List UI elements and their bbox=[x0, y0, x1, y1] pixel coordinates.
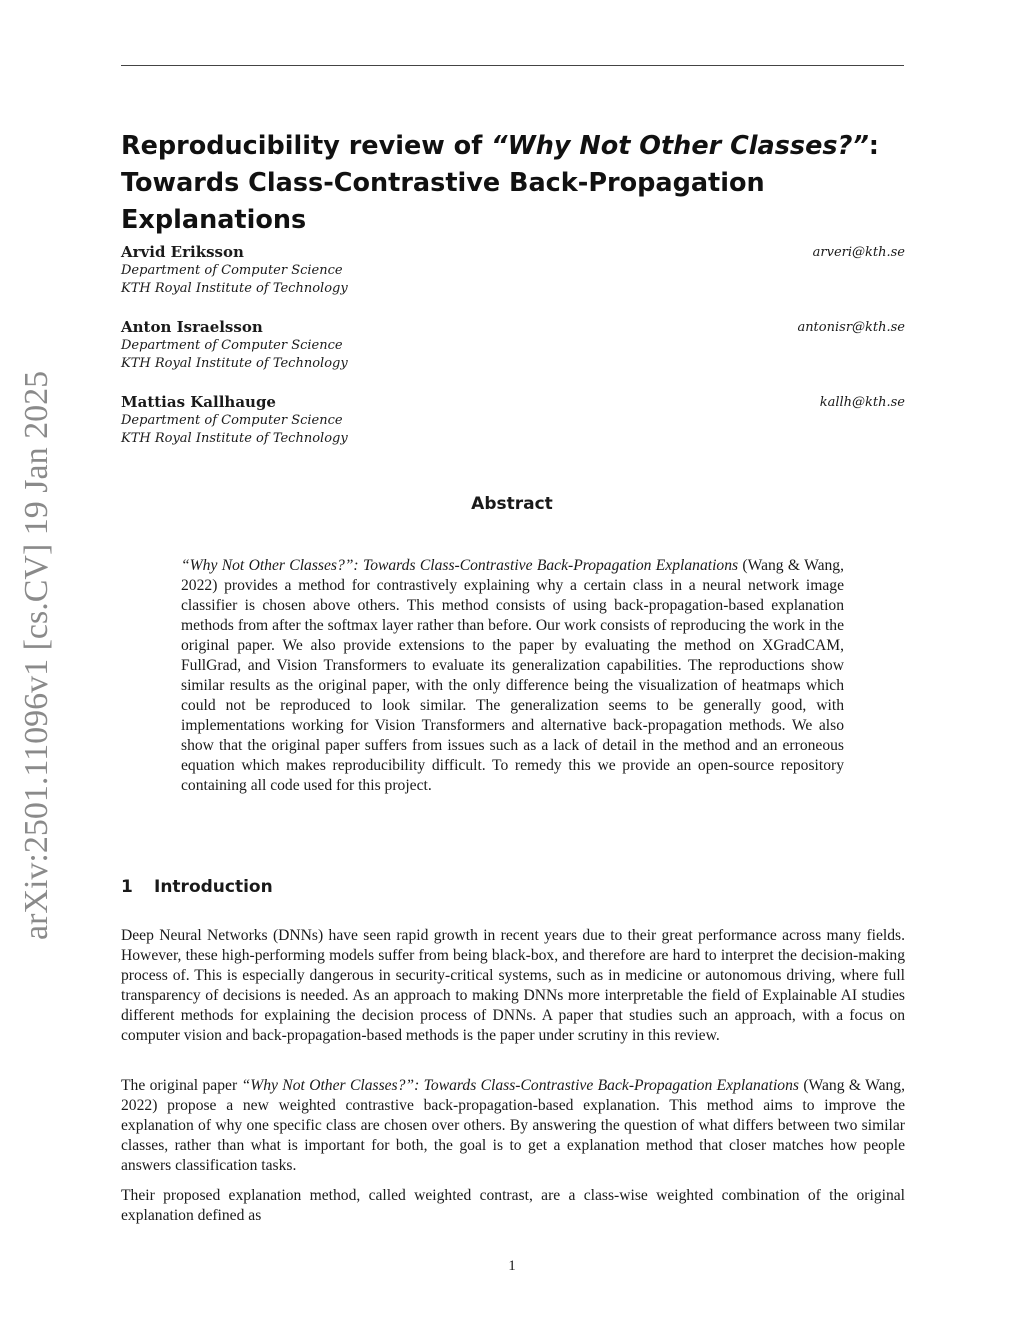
intro-paragraph-2 bbox=[121, 1076, 905, 1176]
title-quoted-italic: “Why Not Other Classes?” bbox=[491, 131, 869, 161]
top-rule bbox=[121, 65, 904, 66]
author-department: Department of Computer Science bbox=[121, 413, 343, 428]
author-institution: KTH Royal Institute of Technology bbox=[121, 431, 348, 446]
author-block bbox=[121, 243, 905, 298]
intro-paragraph-1: Deep Neural Networks (DNNs) have seen rapid growth in recent years due to their great performance across many fields. However, these high-performing models suffer from being black-box, and therefore are hard to interpret the decision-making process of. This is especially dangerous in security-critical systems, such as in medicine or autonomous driving, where full transparency of decisions is needed. As an approach to making DNNs more interpretable the field of Explainable AI studies different methods for explaining the decision process of DNNs. A paper that studies such an approach, with a focus on computer vision and back-propagation-based methods is the paper under scrutiny in this review. bbox=[121, 927, 905, 1044]
paragraph-lead: The original paper bbox=[121, 1077, 242, 1094]
section-title: Introduction bbox=[154, 877, 273, 897]
author-institution: KTH Royal Institute of Technology bbox=[121, 281, 348, 296]
author-email[interactable]: arveri@kth.se bbox=[812, 245, 905, 260]
section-heading-introduction bbox=[121, 877, 273, 897]
author-department: Department of Computer Science bbox=[121, 263, 343, 278]
abstract-body-text: (Wang & Wang, 2022) provides a method for contrastively explaining why a certain class in a neural network image classifier is chosen above others. This method consists of using back-propagation-based explanation methods from after the softmax layer rather than before. Our work consists of reproducing the work in the original paper. We also provide extensions to the paper by evaluating the method on XGradCAM, FullGrad, and Vision Transformers to evaluate its generalization capabilities. The reproductions show similar results as the original paper, with the only difference being the visualization of heatmaps which could not be reproduced to look similar. The generalization seems to be generally good, with implementations working for Vision Transformers and alternative back-propagation methods. We also show that the original paper suffers from issues such as a lack of detail in the method and an erroneous equation which makes reproducibility difficult. To remedy this we provide an open-source repository containing all code used for this project. bbox=[181, 557, 844, 794]
author-name: Arvid Eriksson bbox=[121, 243, 244, 261]
author-name: Mattias Kallhauge bbox=[121, 393, 276, 411]
author-department: Department of Computer Science bbox=[121, 338, 343, 353]
title-suffix: : Towards Class-Contrastive Back-Propagation Explanations bbox=[121, 131, 879, 235]
author-name: Anton Israelsson bbox=[121, 318, 263, 336]
title-prefix: Reproducibility review of bbox=[121, 131, 492, 161]
paper-title bbox=[121, 128, 905, 239]
abstract-text bbox=[181, 556, 844, 796]
author-email[interactable]: antonisr@kth.se bbox=[797, 320, 905, 335]
abstract-italic-title: “Why Not Other Classes?”: Towards Class-Contrastive Back-Propagation Explanations bbox=[181, 557, 739, 574]
arxiv-identifier-stamp[interactable]: arXiv:2501.11096v1 [cs.CV] 19 Jan 2025 bbox=[18, 370, 55, 940]
intro-paragraph-3: Their proposed explanation method, called weighted contrast, are a class-wise weighted combination of the original explanation defined as bbox=[121, 1187, 905, 1224]
page-number: 1 bbox=[508, 1258, 516, 1274]
author-block bbox=[121, 318, 905, 373]
author-institution: KTH Royal Institute of Technology bbox=[121, 356, 348, 371]
author-block bbox=[121, 393, 905, 448]
paragraph-rest: (Wang & Wang, 2022) propose a new weighted contrastive back-propagation-based explanation. This method aims to improve the explanation of why one specific class are chosen over others. By answering the question of what differs between two similar classes, rather than what is important for both, the goal is to get a explanation method that closer matches how people answers classification tasks. bbox=[121, 1077, 906, 1174]
abstract-heading: Abstract bbox=[471, 494, 553, 514]
section-number: 1 bbox=[121, 877, 133, 897]
author-email[interactable]: kallh@kth.se bbox=[819, 395, 905, 410]
cited-paper-title: “Why Not Other Classes?”: Towards Class-Contrastive Back-Propagation Explanations bbox=[241, 1077, 799, 1094]
